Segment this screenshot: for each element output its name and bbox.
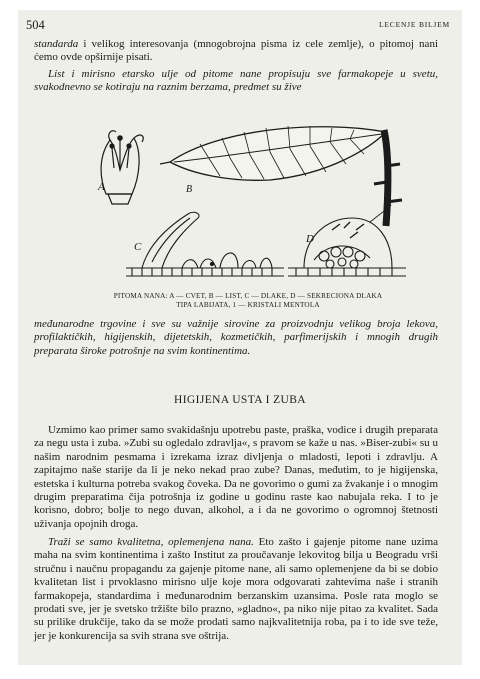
hairs-drawing — [126, 212, 284, 276]
page-header — [26, 18, 450, 32]
paragraph-2-emphasis: Traži se samo kvalitetna, oplemenjena nana. — [48, 536, 254, 548]
caption-line-2: TIPA LABIJATA, 1 — KRISTALI MENTOLA — [176, 300, 320, 309]
leaf-drawing — [160, 126, 402, 226]
section-heading: HIGIJENA USTA I ZUBA — [174, 394, 306, 406]
intro-emphasis: standarda — [34, 38, 79, 50]
intro-paragraph — [34, 38, 438, 65]
flower-drawing — [101, 131, 143, 204]
label-one: 1 — [388, 198, 393, 208]
paragraph-1: Uzmimo kao primer samo svakidašnju upotrebu paste, praška, vodice i drugih preparata za negu usta i zuba. »Zubi su ogledalo zdravlja«, s pravom se kaže u nas. »Biser-zubi« su u našim narodnim pesmama i izrekama izraz divljenja o mladosti, lepoti i zdravlju. A zapitajmo naše starije da li je neko nekad prao zube? Danas, međutim, to je higijenska, estetska i kulturna potreba svakog čoveka. Da ne govorimo o gumi za žvakanje i o mnogim drugim preparatima čija potrošnja iz godine u godinu raste kao nabujala reka. I to je korisno, dobro; bolje to nego duvan, alkohol, a i da ne govorimo o ogromnoj štetnosti uživanja opojnih droga. — [34, 424, 438, 530]
book-page — [18, 10, 462, 665]
paragraph-2 — [34, 536, 438, 643]
italic-paragraph-bottom: međunarodne trgovine i sve su važnije sirovine za proizvodnju velikog broja lekova, profilaktičkih, higijenskih, dijetetskih, kozmetičkih, parfimerijskih i mnogih drugih preparata široke potrošnje na svim kontinentima. — [34, 318, 438, 357]
running-head: LECENJE BILJEM — [379, 20, 450, 29]
label-d: D — [306, 233, 314, 245]
figure-caption — [58, 292, 438, 309]
caption-line-1: PITOMA NANA: A — CVET, B — LIST, C — DLAKE, D — SEKRECIONA DLAKA — [113, 292, 383, 300]
label-a: A — [98, 181, 105, 193]
paragraph-2-text: Eto zašto i gajenje pitome nane uzima maha na svim kontinentima i zašto Institut za proučavanje lekovitog bilja u Beogradu vrši stručnu i naučnu propagandu za gajenje pitome nane, ali samo oplemenjene da bi se dobio kvalitetan list i prvoklasno mirisno ulje koje mora odgovarati zahtevima naše i stranih farmakopeja, standardima i međunarodnim berzanskim uzansima. Posle rata moglo se prodati sve, jer je svetsko tržište bilo prazno, »gladno«, pa niko nije pitao za kvalitet. Sada su prilike drukčije, tako da se može prodati samo najkvalitetnija roba, pa i to ide sve teže, jer je konkurencija sa svih strana sve oštrija. — [34, 536, 439, 642]
page-number: 504 — [26, 18, 45, 32]
italic-paragraph-top: List i mirisno etarsko ulje od pitome nane propisuju sve farmakopeje u svetu, svakodnevno se kotiraju na raznim berzama, predmet su žive — [34, 68, 438, 94]
mint-illustration — [70, 118, 420, 282]
label-b: B — [186, 184, 193, 195]
label-c: C — [134, 241, 142, 253]
intro-text: i velikog interesovanja (mnogobrojna pisma iz cele zemlje), o pitomoj nani ćemo ovde opširnije pisati. — [34, 38, 438, 64]
